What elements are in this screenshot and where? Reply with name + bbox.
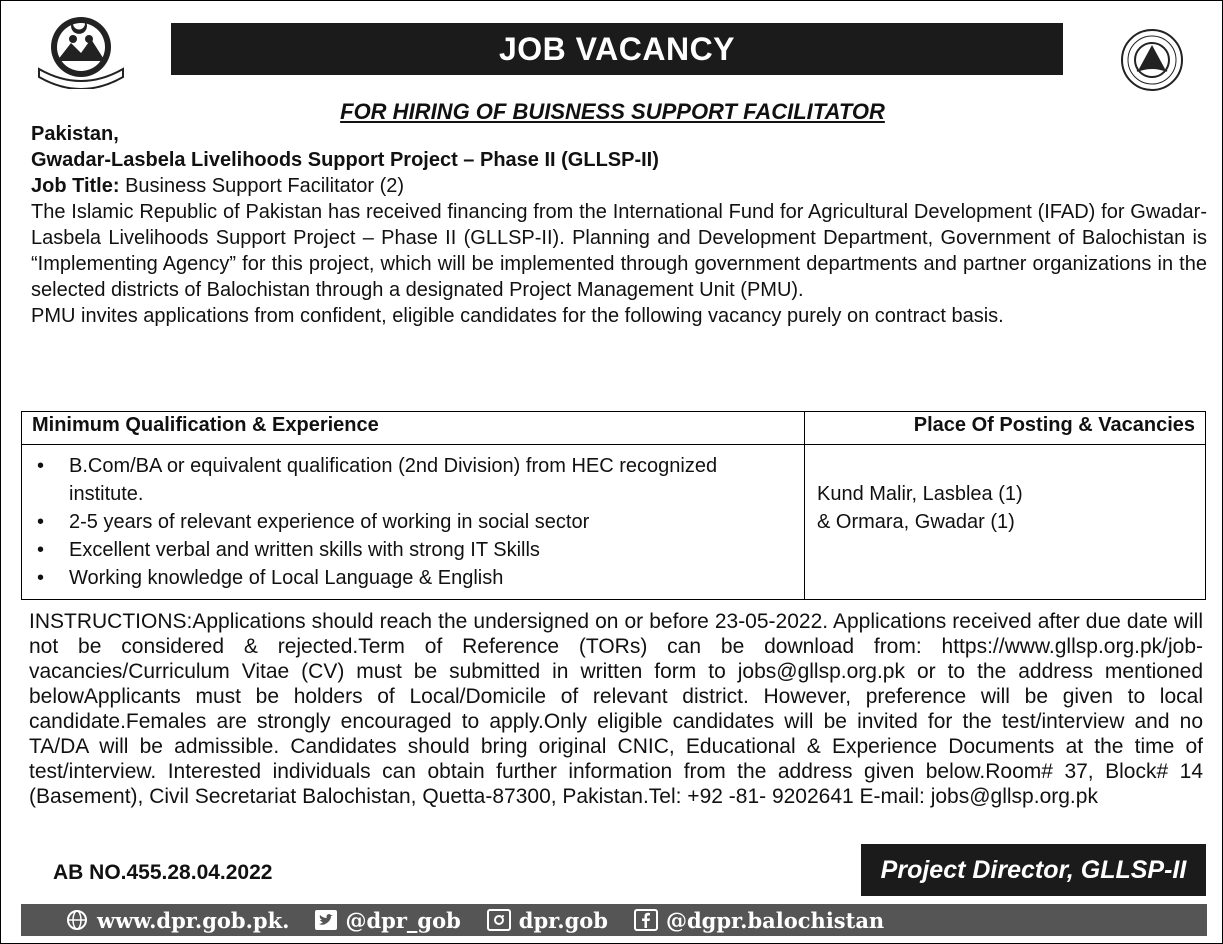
posting-header: Place Of Posting & Vacancies [805, 412, 1206, 445]
website-link[interactable]: www.dpr.gob.pk. [97, 907, 290, 933]
job-title-line [31, 173, 1207, 199]
subheading: FOR HIRING OF BUISNESS SUPPORT FACILITATOR [340, 99, 885, 124]
facebook-handle[interactable]: @dgpr.balochistan [666, 907, 885, 933]
project-name: Gwadar-Lasbela Livelihoods Support Project – Phase II (GLLSP-II) [31, 149, 659, 171]
list-item: • B.Com/BA or equivalent qualification (2nd Division) from HEC recognized institute. [33, 452, 793, 508]
intro-section [31, 121, 1207, 329]
financing-paragraph: The Islamic Republic of Pakistan has received financing from the International Fund for Agricultural Development (IFAD) for Gwadar-Lasbela Livelihoods Support Project – Phase II (GLLSP-II). Planning and Development Department, Government of Balochistan is “Implementing Agency” for this project, which will be implemented through government departments and partner organizations in the selected districts of Balochistan through a designated Project Management Unit (PMU). [31, 201, 1207, 301]
signatory-box: Project Director, GLLSP-II [861, 844, 1206, 896]
posting-line: & Ormara, Gwadar (1) [817, 511, 1015, 533]
list-item: • Working knowledge of Local Language & English [33, 564, 793, 592]
qualification-cell [22, 445, 805, 600]
vacancy-table [21, 411, 1206, 600]
job-title-value: Business Support Facilitator (2) [119, 175, 405, 197]
globe-icon [65, 909, 89, 931]
invitation-paragraph: PMU invites applications from confident, eligible candidates for the following vacancy purely on contract basis. [31, 305, 1004, 327]
footer-facebook[interactable] [634, 908, 884, 933]
twitter-handle[interactable]: @dpr_gob [345, 907, 461, 933]
instagram-icon [487, 909, 511, 931]
banner-title: JOB VACANCY [171, 23, 1063, 75]
facebook-icon [634, 909, 658, 931]
footer-instagram[interactable] [487, 908, 608, 933]
twitter-icon [315, 910, 337, 930]
instagram-handle[interactable]: dpr.gob [518, 907, 608, 933]
qualification-header: Minimum Qualification & Experience [22, 412, 805, 445]
country-line: Pakistan, [31, 123, 119, 145]
advertisement-reference: AB NO.455.28.04.2022 [53, 861, 273, 884]
instructions-paragraph: INSTRUCTIONS:Applications should reach the undersigned on or before 23-05-2022. Applications received after due date will not be considered & rejected.Term of Reference (TORs) can be download from: https://www.gllsp.org.pk/job-vacancies/Curriculum Vitae (CV) must be submitted in written form to jobs@gllsp.org.pk or to the address mentioned belowApplicants must be holders of Local/Domicile of relevant district. However, preference will be given to local candidate.Females are strongly encouraged to apply.Only eligible candidates will be invited for the test/interview and no TA/DA will be admissible. Candidates should bring original CNIC, Educational & Experience Documents at the time of test/interview. Interested individuals can obtain further information from the address given below.Room# 37, Block# 14 (Basement), Civil Secretariat Balochistan, Quetta-87300, Pakistan.Tel: +92 -81- 9202641 E-mail: jobs@gllsp.org.pk [29, 610, 1203, 808]
social-footer [21, 904, 1207, 936]
qualification-list [23, 446, 803, 596]
footer-twitter[interactable] [315, 908, 460, 933]
footer-website[interactable] [65, 908, 289, 933]
project-seal-logo [1109, 25, 1195, 95]
posting-cell [805, 445, 1206, 600]
balochistan-emblem-logo [31, 13, 131, 89]
posting-line: Kund Malir, Lasblea (1) [817, 483, 1023, 505]
list-item: • Excellent verbal and written skills with strong IT Skills [33, 536, 793, 564]
job-title-label: Job Title: [31, 175, 120, 197]
list-item: • 2-5 years of relevant experience of working in social sector [33, 508, 793, 536]
